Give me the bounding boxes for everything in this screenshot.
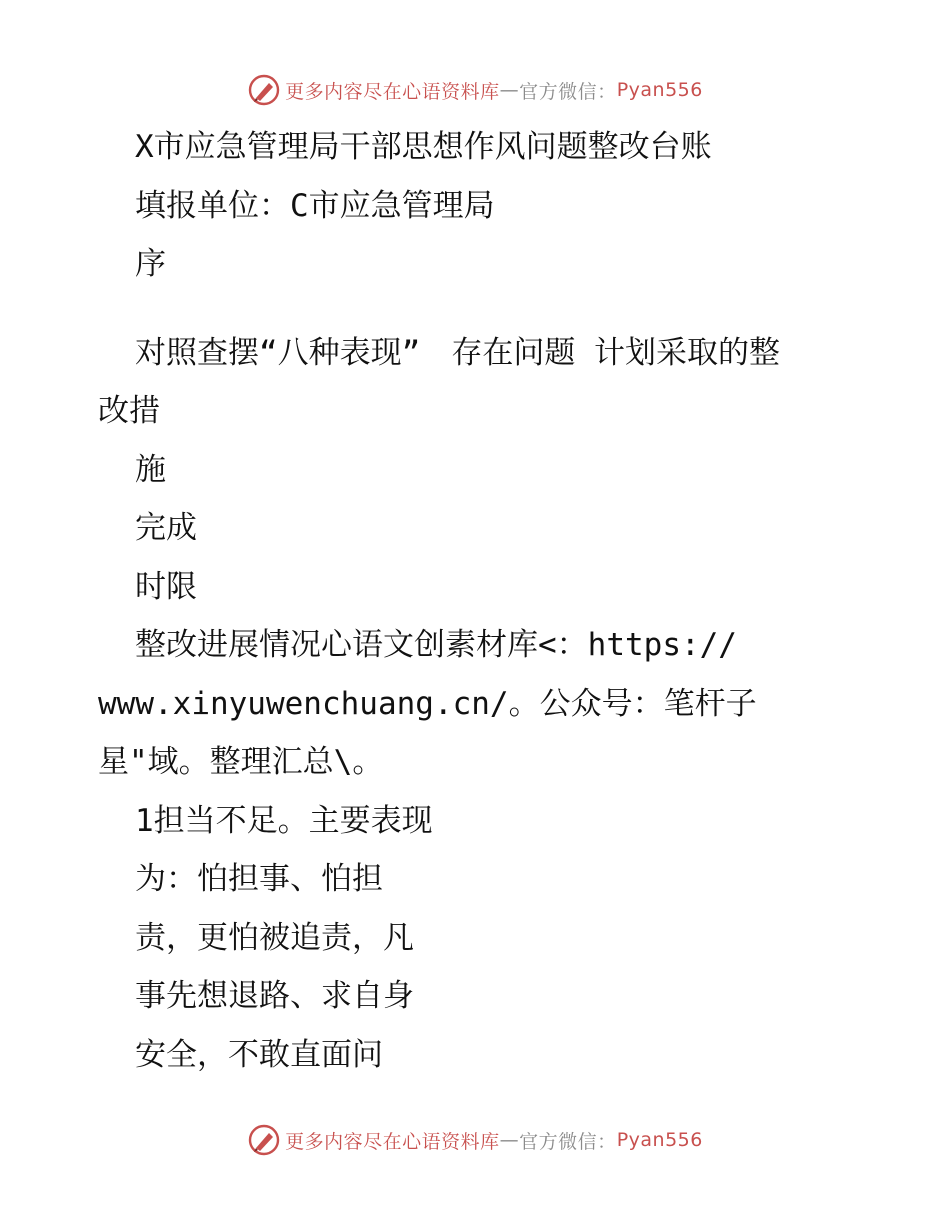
- document-line: 整改进展情况心语文创素材库<：https://: [135, 627, 737, 663]
- banner-wechat-id: Pyan556: [616, 79, 703, 101]
- document-line: 时限: [135, 568, 197, 605]
- document-line: 事先想退路、求自身: [135, 978, 414, 1014]
- pen-logo-icon: [247, 73, 281, 107]
- document-line: X市应急管理局干部思想作风问题整改台账: [135, 129, 712, 165]
- document-line: 完成: [135, 510, 197, 546]
- banner-dash: —: [499, 79, 520, 101]
- document-line: 安全，不敢直面问: [135, 1036, 383, 1073]
- document-line: 填报单位：C市应急管理局: [135, 187, 495, 224]
- document-line: 改措: [98, 393, 160, 429]
- document-body: [98, 118, 858, 1084]
- banner-wechat-id: Pyan556: [616, 1129, 703, 1151]
- banner-main-text: 更多内容尽在心语资料库: [285, 80, 500, 103]
- banner-main-text: 更多内容尽在心语资料库: [285, 1130, 500, 1153]
- banner-dash: —: [499, 1129, 520, 1151]
- document-line: 序: [135, 246, 166, 282]
- pen-logo-icon: [247, 1123, 281, 1157]
- banner-sub-text: 官方微信：: [519, 80, 617, 103]
- document-line: 为：怕担事、怕担: [135, 861, 383, 897]
- document-line: 责，更怕被追责，凡: [135, 919, 414, 956]
- document-line: 星"域。整理汇总\。: [98, 744, 384, 780]
- document-line: 对照查摆“八种表现” 存在问题 计划采取的整: [135, 334, 780, 371]
- banner-sub-text: 官方微信：: [519, 1130, 617, 1153]
- document-line: 施: [135, 451, 166, 488]
- footer-watermark-banner: [0, 1120, 950, 1160]
- document-line: 1担当不足。主要表现: [135, 802, 433, 839]
- header-watermark-banner: [0, 70, 950, 110]
- document-line: www.xinyuwenchuang.cn/。公众号：笔杆子: [98, 685, 757, 722]
